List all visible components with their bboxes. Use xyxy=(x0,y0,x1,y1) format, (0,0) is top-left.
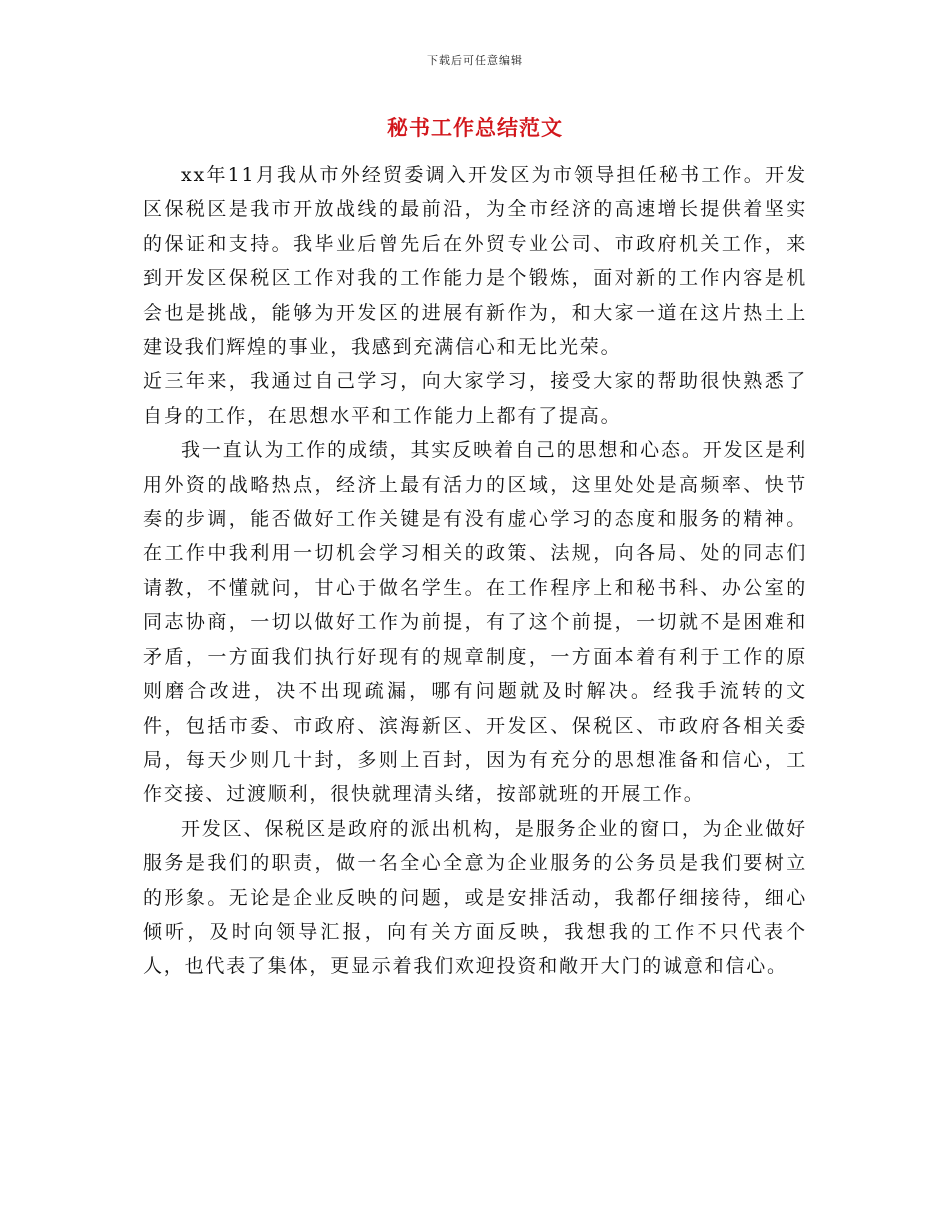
paragraph-2: 近三年来，我通过自己学习，向大家学习，接受大家的帮助很快熟悉了自身的工作，在思想水平和工作能力上都有了提高。 xyxy=(143,370,807,427)
document-body xyxy=(143,158,807,984)
header-note: 下载后可任意编辑 xyxy=(427,54,523,67)
document-title: 秘书工作总结范文 xyxy=(387,115,563,140)
paragraph-1: xx年11月我从市外经贸委调入开发区为市领导担任秘书工作。开发区保税区是我市开放战线的最前沿，为全市经济的高速增长提供着坚实的保证和支持。我毕业后曾先后在外贸专业公司、市政府机关工作，来到开发区保税区工作对我的工作能力是个锻炼，面对新的工作内容是机会也是挑战，能够为开发区的进展有新作为，和大家一道在这片热土上建设我们辉煌的事业，我感到充满信心和无比光荣。 xyxy=(143,164,807,359)
paragraph-3: 我一直认为工作的成绩，其实反映着自己的思想和心态。开发区是利用外资的战略热点，经济上最有活力的区域，这里处处是高频率、快节奏的步调，能否做好工作关键是有没有虚心学习的态度和服务的精神。在工作中我利用一切机会学习相关的政策、法规，向各局、处的同志们请教，不懂就问，甘心于做名学生。在工作程序上和秘书科、办公室的同志协商，一切以做好工作为前提，有了这个前提，一切就不是困难和矛盾，一方面我们执行好现有的规章制度，一方面本着有利于工作的原则磨合改进，决不出现疏漏，哪有问题就及时解决。经我手流转的文件，包括市委、市政府、滨海新区、开发区、保税区、市政府各相关委局，每天少则几十封，多则上百封，因为有充分的思想准备和信心，工作交接、过渡顺利，很快就理清头绪，按部就班的开展工作。 xyxy=(143,439,807,806)
paragraph-4: 开发区、保税区是政府的派出机构，是服务企业的窗口，为企业做好服务是我们的职责，做一名全心全意为企业服务的公务员是我们要树立的形象。无论是企业反映的问题，或是安排活动，我都仔细接待，细心倾听，及时向领导汇报，向有关方面反映，我想我的工作不只代表个人，也代表了集体，更显示着我们欢迎投资和敞开大门的诚意和信心。 xyxy=(143,817,807,978)
